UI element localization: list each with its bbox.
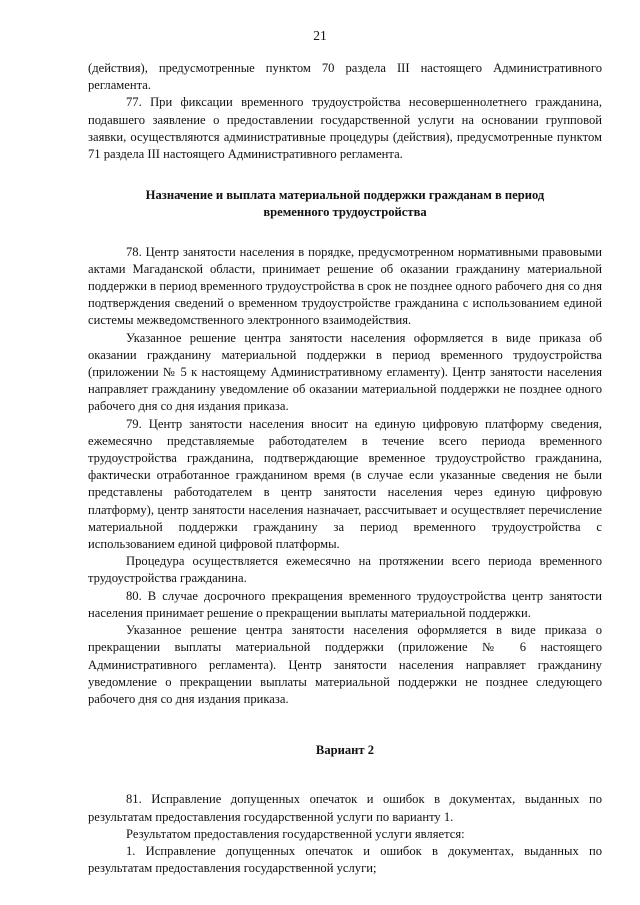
paragraph-continuation: (действия), предусмотренные пунктом 70 раздела III настоящего Административного регламента. <box>88 61 602 93</box>
variant-heading: Вариант 2 <box>315 743 375 758</box>
paragraph-81: 81. Исправление допущенных опечаток и ошибок в документах, выданных по результатам предоставления государственной услуги по варианту 1. <box>88 792 602 824</box>
paragraph-78-decision: Указанное решение центра занятости населения оформляется в виде приказа об оказании гражданину материальной поддержки в период временного трудоустройства (приложении № 5 к настоящему Административному егламенту). Центр занятости населения направляет гражданину уведомление об оказании материальной поддержки не позднее одного рабочего дня со дня издания приказа. <box>88 330 602 414</box>
paragraph-78: 78. Центр занятости населения в порядке, предусмотренном нормативными правовыми актами Магаданской области, принимает решение об оказании гражданину материальной поддержки в период временного трудоустройства в срок не позднее одного рабочего дня со дня подтверждения сведений о временном трудоустройстве гражданина с использованием единой системы межведомственного электронного взаимодействия. <box>88 244 602 328</box>
paragraph-77: 77. При фиксации временного трудоустройства несовершеннолетнего гражданина, подавшего заявление о предоставлении государственной услуги на основании групповой заявки, осуществляются административные процедуры (действия), предусмотренные пунктом 71 раздела III настоящего Административного регламента. <box>88 95 602 162</box>
paragraph-79-procedure: Процедура осуществляется ежемесячно на протяжении всего периода временного трудоустройства гражданина. <box>88 554 602 586</box>
paragraph-80-decision: Указанное решение центра занятости населения оформляется в виде приказа о прекращении выплаты материальной поддержки (приложение № 6 настоящего Административного регламента). Центр занятости населения направляет гражданину уведомление о прекращении выплаты материальной поддержки не позднее следующего рабочего дня со дня издания приказа. <box>88 623 602 706</box>
paragraph-79: 79. Центр занятости населения вносит на единую цифровую платформу сведения, ежемесячно представляемые работодателем в течение всего периода временного трудоустройства гражданина, подтверждающие временное трудоустройство гражданина, фактически отработанное гражданином время (в случае если указанные сведения не были представлены работодателем в центр занятости населения через единую цифровую платформу), центр занятости населения назначает, рассчитывает и осуществляет перечисление материальной поддержки гражданину за период временного трудоустройства с использованием единой цифровой платформы. <box>88 416 602 552</box>
section-heading-line-1: Назначение и выплата материальной поддержки гражданам в период <box>145 188 545 203</box>
document-body <box>88 60 602 877</box>
section-heading <box>88 187 602 221</box>
paragraph-result: Результатом предоставления государственной услуги является: <box>126 826 465 841</box>
page-number: 21 <box>313 28 327 43</box>
section-heading-line-2: временного трудоустройства <box>263 205 427 220</box>
paragraph-80: 80. В случае досрочного прекращения временного трудоустройства центр занятости населения принимает решение о прекращении выплаты материальной поддержки. <box>88 588 602 620</box>
list-item-1: 1. Исправление допущенных опечаток и ошибок в документах, выданных по результатам предоставления государственной услуги; <box>88 843 602 876</box>
